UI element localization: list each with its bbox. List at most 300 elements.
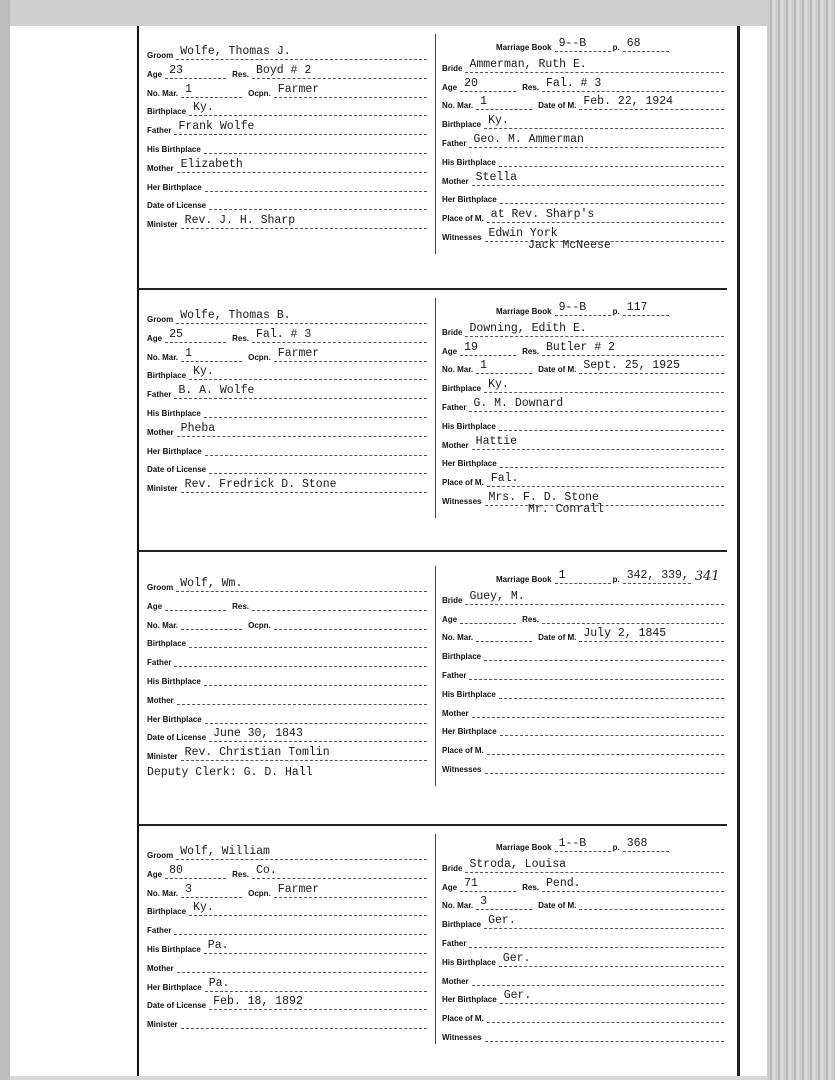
field-label: Place of M. [442,1014,484,1024]
field-value: Geo. M. Ammerman [469,133,724,148]
field-label: Date of M. [538,633,577,643]
field-value: Ger. [500,989,724,1004]
bride-field-row [442,911,724,929]
bride-field-row [442,74,724,92]
groom-field-row [147,1011,427,1029]
bride-field-row [442,874,724,892]
field-label: Age [147,869,163,879]
groom-field-row [147,574,427,592]
field-label: His Birthplace [147,945,201,954]
field-value: Feb. 18, 1892 [209,995,427,1010]
field-label: His Birthplace [442,157,496,167]
marriage-book-row [496,298,724,316]
marriage-record [137,834,727,1064]
field-value: Ky. [189,101,427,116]
field-value: 1 [476,359,532,374]
field-value: Rev. Christian Tomlin [181,746,427,761]
page-value: 368 [623,837,669,852]
field-value: Wolf, Wm. [176,577,427,592]
groom-field-row [147,438,427,456]
field-value [174,652,427,667]
groom-field-row [147,630,427,648]
field-value: Pa. [204,939,427,954]
scan-edge-left [0,0,10,1080]
field-value: Farmer [274,347,427,362]
marriage-book-row [496,834,724,852]
field-value: Fal. # 3 [252,328,427,343]
field-label: Ocpn. [248,88,271,98]
field-value [252,596,427,611]
field-label: Mother [442,976,469,986]
field-label: Bride [442,595,463,605]
bride-field-row [442,338,724,356]
field-value: Ger. [484,914,724,929]
field-value: Butler # 2 [542,341,724,356]
field-label: No. Mar. [147,888,179,898]
field-label: Birthplace [442,652,482,662]
field-label: Date of M. [538,901,577,911]
field-label: Groom [147,583,174,592]
groom-field-row [147,743,427,761]
field-value [181,615,242,630]
groom-field-row [147,155,427,173]
field-value: 1 [181,347,242,362]
field-label: Res. [522,82,540,92]
field-label: Birthplace [442,120,482,130]
field-label: Marriage Book [496,43,552,52]
record-separator [137,288,727,290]
field-label: Birthplace [147,907,187,917]
record-separator [137,824,727,826]
field-value [499,152,724,167]
field-label: Groom [147,851,174,860]
groom-field-row [147,974,427,992]
field-label: No. Mar. [147,620,179,630]
groom-extra-note: Deputy Clerk: G. D. Hall [147,766,313,779]
bride-field-row [442,55,724,73]
bride-field-row [442,450,724,468]
field-label: No. Mar. [147,88,179,98]
groom-field-row [147,211,427,229]
groom-field-row [147,898,427,916]
groom-field-row [147,917,427,935]
field-value [209,459,427,474]
field-label: Her Birthplace [442,459,497,469]
groom-field-row [147,306,427,324]
bride-field-row [442,624,724,642]
field-label: Res. [522,346,540,356]
field-label: Marriage Book [496,575,552,584]
field-label: Father [147,126,172,136]
field-label: His Birthplace [147,145,201,154]
page-value: 68 [623,37,669,52]
field-label: Age [147,69,163,79]
groom-field-row [147,955,427,973]
bride-field-row [442,375,724,393]
field-value: Pheba [177,422,427,437]
groom-field-row [147,98,427,116]
field-value [485,1027,725,1042]
field-value: Wolfe, Thomas B. [176,309,427,324]
bride-field-row [442,356,724,374]
field-label: Date of License [147,733,207,743]
field-value [189,633,427,648]
bride-field-row [442,892,724,910]
field-label: Father [442,139,467,148]
record-separator [137,550,727,552]
field-value [485,759,725,774]
field-value [204,671,427,686]
field-label: Res. [232,333,250,343]
field-label: Minister [147,1020,178,1030]
field-label: Age [147,333,163,343]
field-label: Date of License [147,465,207,475]
field-value [500,721,724,736]
field-value [500,453,724,468]
field-value: Sept. 25, 1925 [579,359,724,374]
field-label: Birthplace [442,384,482,394]
field-label: Her Birthplace [442,995,497,1005]
groom-field-row [147,136,427,154]
field-value [174,920,427,935]
bride-field-row [442,394,724,412]
bride-field-row [442,1024,724,1042]
field-value [177,690,427,705]
field-label: Age [442,82,458,92]
field-value [500,189,724,204]
bride-field-row [442,111,724,129]
field-label: p. [612,43,620,52]
field-value: B. A. Wolfe [174,384,427,399]
field-value [472,971,724,986]
groom-field-row [147,706,427,724]
field-label: Groom [147,315,174,324]
field-value: 71 [460,877,516,892]
field-label: Mother [147,963,174,973]
groom-field-row [147,668,427,686]
bride-field-row [442,205,724,223]
field-label: Bride [442,327,463,337]
field-label: Witnesses [442,497,482,506]
field-label: His Birthplace [442,421,496,431]
bride-field-row [442,737,724,755]
field-value: Elizabeth [177,158,427,173]
bride-extra-note: Mr. Conrall [528,502,604,516]
field-value: Guey, M. [465,590,724,605]
groom-field-row [147,724,427,742]
groom-field-row [147,80,427,98]
bride-field-row [442,756,724,774]
bride-field-row [442,413,724,431]
groom-field-row [147,381,427,399]
field-label: Place of M. [442,214,484,224]
groom-field-row [147,419,427,437]
field-label: Age [442,614,458,624]
field-label: Mother [147,163,174,173]
bride-field-row [442,606,724,624]
field-value: 19 [460,341,516,356]
field-value: Edwin York [485,227,725,242]
field-label: Father [147,658,172,668]
field-value: 23 [165,64,226,79]
field-value [476,627,532,642]
field-label: Witnesses [442,765,482,774]
field-value: Frank Wolfe [174,120,427,135]
bride-field-row [442,986,724,1004]
field-value [204,139,427,154]
field-label: Groom [147,51,174,60]
marriage-book-value: 9--B [555,301,611,316]
field-value [484,646,724,661]
field-value [204,403,427,418]
field-label: No. Mar. [442,365,474,375]
field-value: at Rev. Sharp's [487,208,724,223]
field-value: Farmer [274,883,427,898]
field-value: Ammerman, Ruth E. [465,58,724,73]
field-label: Minister [147,484,178,494]
field-value [205,441,427,456]
field-label: Date of M. [538,101,577,111]
groom-field-row [147,842,427,860]
field-label: Mother [147,695,174,705]
field-label: Father [442,671,467,680]
bride-field-row [442,930,724,948]
field-value: Wolf, William [176,845,427,860]
marriage-record [137,298,727,538]
field-value: G. M. Downard [469,397,724,412]
field-value: Fal. [487,472,724,487]
bride-extra-note: Jack McNeese [528,238,611,252]
field-value: Fal. # 3 [542,77,724,92]
scan-edge-top [0,0,835,26]
field-label: His Birthplace [442,957,496,967]
page-value: 342, 339, [623,569,691,584]
bride-field-row [442,168,724,186]
bride-field-row [442,130,724,148]
field-label: No. Mar. [147,352,179,362]
field-label: Age [442,882,458,892]
page-extra-handwritten: 341 [694,569,720,584]
field-value: June 30, 1843 [209,727,427,742]
field-value: Downing, Edith E. [465,322,724,337]
marriage-book-row [496,34,724,52]
field-label: Res. [522,614,540,624]
field-value [460,609,516,624]
field-label: Res. [232,869,250,879]
field-label: Place of M. [442,746,484,756]
page-value: 117 [623,301,669,316]
field-value: 3 [181,883,242,898]
field-value: 1 [181,83,242,98]
field-value [499,684,724,699]
field-label: No. Mar. [442,901,474,911]
field-value: Mrs. F. D. Stone [485,491,725,506]
bride-field-row [442,149,724,167]
bride-field-row [442,1005,724,1023]
field-value [209,195,427,210]
field-value: 1 [476,95,532,110]
field-value: Ky. [484,114,724,129]
field-label: p. [612,843,620,852]
bride-field-row [442,643,724,661]
field-label: Res. [232,69,250,79]
bride-field-row [442,681,724,699]
field-value [181,1014,427,1029]
marriage-book-value: 1 [555,569,611,584]
field-label: Minister [147,220,178,230]
field-value: Ky. [189,901,427,916]
field-value [472,703,724,718]
groom-field-row [147,687,427,705]
field-label: Birthplace [147,639,187,649]
bride-field-row [442,949,724,967]
marriage-record [137,34,727,274]
field-label: Marriage Book [496,307,552,316]
field-label: Ocpn. [248,352,271,362]
field-label: p. [612,307,620,316]
bride-field-row [442,662,724,680]
field-label: Father [442,403,467,412]
field-label: Her Birthplace [147,446,202,456]
field-value: Rev. Fredrick D. Stone [181,478,427,493]
field-value: 3 [476,895,532,910]
scan-edge-right [767,0,835,1080]
groom-field-row [147,456,427,474]
field-label: Father [147,390,172,400]
bride-field-row [442,968,724,986]
field-label: Res. [522,882,540,892]
field-label: Minister [147,752,178,762]
field-label: Ocpn. [248,888,271,898]
field-label: Her Birthplace [147,714,202,724]
column-divider [435,834,436,1044]
field-value: Feb. 22, 1924 [579,95,724,110]
bride-field-row [442,587,724,605]
field-value [579,895,724,910]
field-value: Boyd # 2 [252,64,427,79]
field-label: Birthplace [147,107,187,117]
field-label: Mother [442,708,469,718]
marriage-book-value: 1--B [555,837,611,852]
groom-field-row [147,61,427,79]
field-label: Date of License [147,201,207,211]
groom-field-row [147,42,427,60]
field-label: Father [442,939,467,948]
field-label: Bride [442,863,463,873]
marriage-record [137,566,727,806]
field-label: Age [442,346,458,356]
groom-field-row [147,362,427,380]
marriage-book-row [496,566,724,584]
field-label: Her Birthplace [442,727,497,737]
field-label: Bride [442,63,463,73]
field-label: p. [612,575,620,584]
field-label: No. Mar. [442,101,474,111]
groom-field-row [147,325,427,343]
groom-field-row [147,174,427,192]
field-value: Hattie [472,435,724,450]
bride-field-row [442,700,724,718]
field-value: 80 [165,864,226,879]
field-label: His Birthplace [147,409,201,418]
bride-field-row [442,432,724,450]
field-value [487,1008,724,1023]
groom-field-row [147,400,427,418]
field-label: Witnesses [442,1033,482,1042]
field-value [499,416,724,431]
bride-field-row [442,186,724,204]
field-label: Her Birthplace [147,982,202,992]
bride-field-row [442,469,724,487]
column-divider [435,566,436,786]
field-label: Age [147,601,163,611]
groom-field-row [147,344,427,362]
field-value: Rev. J. H. Sharp [181,214,427,229]
groom-field-row [147,192,427,210]
field-label: Marriage Book [496,843,552,852]
groom-field-row [147,593,427,611]
groom-field-row [147,612,427,630]
field-label: Mother [147,427,174,437]
field-value: Stella [472,171,724,186]
field-value [165,596,226,611]
groom-field-row [147,880,427,898]
field-value: Co. [252,864,427,879]
field-value: Ger. [499,952,724,967]
field-value: Ky. [189,365,427,380]
marriage-book-value: 9--B [555,37,611,52]
column-divider [435,34,436,254]
field-value [469,933,724,948]
groom-field-row [147,649,427,667]
field-value [205,177,427,192]
field-value [487,740,724,755]
field-label: Birthplace [147,371,187,381]
field-value [542,609,724,624]
field-value: July 2, 1845 [579,627,724,642]
field-value: Wolfe, Thomas J. [176,45,427,60]
field-value: Pa. [205,977,427,992]
card-right-border [737,26,740,1076]
field-label: Witnesses [442,233,482,242]
bride-field-row [442,718,724,736]
field-value [205,709,427,724]
field-value: Ky. [484,378,724,393]
field-label: His Birthplace [147,677,201,686]
bride-field-row [442,319,724,337]
field-label: Her Birthplace [147,182,202,192]
field-label: Mother [442,176,469,186]
groom-field-row [147,475,427,493]
field-value [274,615,427,630]
groom-field-row [147,861,427,879]
field-label: His Birthplace [442,689,496,699]
field-label: Birthplace [442,920,482,930]
field-label: Mother [442,440,469,450]
field-value: Farmer [274,83,427,98]
record-card-page [10,26,767,1076]
field-value [469,665,724,680]
field-label: Res. [232,601,250,611]
column-divider [435,298,436,518]
groom-field-row [147,936,427,954]
field-value: 20 [460,77,516,92]
field-label: Ocpn. [248,620,271,630]
field-label: Her Birthplace [442,195,497,205]
bride-field-row [442,855,724,873]
groom-field-row [147,117,427,135]
field-label: Father [147,926,172,936]
